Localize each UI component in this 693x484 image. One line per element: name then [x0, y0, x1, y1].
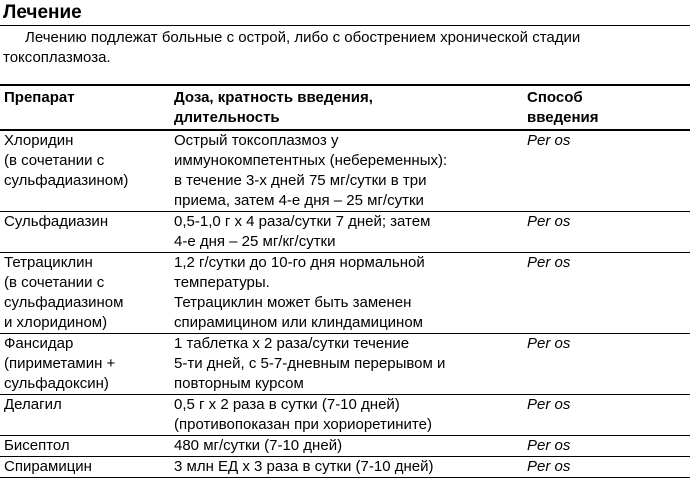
- intro-line: токсоплазмоза.: [3, 49, 111, 66]
- table-row: [0, 457, 690, 478]
- dose-text: 5-ти дней, с 5-7-дневным перерывом и: [174, 355, 446, 372]
- drug-text: (пириметамин +: [4, 355, 116, 372]
- drug-text: сульфадиазином: [4, 294, 124, 311]
- title-divider: [0, 25, 690, 26]
- table-row: [0, 130, 690, 212]
- dose-text: (противопоказан при хориоретините): [174, 416, 432, 433]
- dose-text: Острый токсоплазмоз у: [174, 132, 339, 149]
- dose-cell: [170, 212, 523, 253]
- header-dose: [170, 85, 523, 130]
- section-title: Лечение: [3, 2, 82, 23]
- drug-text: Делагил: [4, 396, 62, 413]
- dose-text: Тетрациклин может быть заменен: [174, 294, 412, 311]
- dose-text: 0,5 г х 2 раза в сутки (7-10 дней): [174, 396, 400, 413]
- route-cell: [523, 436, 690, 457]
- route-text: Per os: [527, 396, 571, 413]
- table-row: [0, 334, 690, 395]
- drug-text: сульфадиазином): [4, 172, 129, 189]
- drug-cell: [0, 212, 170, 253]
- table-row: [0, 253, 690, 334]
- route-cell: [523, 212, 690, 253]
- drug-cell: [0, 253, 170, 334]
- dose-text: 0,5-1,0 г х 4 раза/сутки 7 дней; затем: [174, 213, 431, 230]
- header-drug: [0, 85, 170, 130]
- drug-cell: [0, 130, 170, 212]
- route-cell: [523, 130, 690, 212]
- drug-text: Хлоридин: [4, 132, 74, 149]
- dose-text: температуры.: [174, 274, 270, 291]
- header-route-text: введения: [527, 109, 599, 126]
- dose-text: 1 таблетка х 2 раза/сутки течение: [174, 335, 410, 352]
- dose-text: повторным курсом: [174, 375, 304, 392]
- header-drug-text: Препарат: [4, 89, 75, 106]
- drug-text: (в сочетании с: [4, 152, 105, 169]
- route-text: Per os: [527, 213, 571, 230]
- header-row: [0, 85, 690, 130]
- drug-text: Сульфадиазин: [4, 213, 109, 230]
- route-text: Per os: [527, 132, 571, 149]
- drug-cell: [0, 457, 170, 478]
- drug-text: (в сочетании с: [4, 274, 105, 291]
- drug-cell: [0, 334, 170, 395]
- table-row: [0, 436, 690, 457]
- route-cell: [523, 253, 690, 334]
- dose-cell: [170, 334, 523, 395]
- dose-text: 480 мг/сутки (7-10 дней): [174, 437, 343, 454]
- dose-cell: [170, 457, 523, 478]
- dose-cell: [170, 436, 523, 457]
- route-cell: [523, 334, 690, 395]
- dose-cell: [170, 130, 523, 212]
- drug-text: Тетрациклин: [4, 254, 93, 271]
- table-row: [0, 395, 690, 436]
- table-header: [0, 85, 690, 130]
- header-dose-text: Доза, кратность введения,: [174, 89, 373, 106]
- drug-cell: [0, 395, 170, 436]
- dose-cell: [170, 253, 523, 334]
- header-route: [523, 85, 690, 130]
- drug-cell: [0, 436, 170, 457]
- table-row: [0, 212, 690, 253]
- header-route-text: Способ: [527, 89, 583, 106]
- dose-text: иммунокомпетентных (небеременных):: [174, 152, 448, 169]
- dose-text: в течение 3-х дней 75 мг/сутки в три: [174, 172, 427, 189]
- dose-cell: [170, 395, 523, 436]
- route-cell: [523, 457, 690, 478]
- route-text: Per os: [527, 458, 571, 475]
- drug-text: Фансидар: [4, 335, 74, 352]
- dose-text: 1,2 г/сутки до 10-го дня нормальной: [174, 254, 425, 271]
- dose-text: приема, затем 4-е дня – 25 мг/сутки: [174, 192, 424, 209]
- intro-paragraph: [3, 28, 691, 68]
- dose-text: спирамицином или клиндамицином: [174, 314, 423, 331]
- intro-line: Лечению подлежат больные с острой, либо с обострением хронической стадии: [25, 29, 581, 46]
- drug-text: Бисептол: [4, 437, 70, 454]
- drug-text: и хлоридином): [4, 314, 108, 331]
- header-dose-text: длительность: [174, 109, 280, 126]
- route-text: Per os: [527, 335, 571, 352]
- drug-text: Спирамицин: [4, 458, 92, 475]
- route-text: Per os: [527, 254, 571, 271]
- treatment-table: [0, 84, 690, 478]
- dose-text: 3 млн ЕД х 3 раза в сутки (7-10 дней): [174, 458, 434, 475]
- route-cell: [523, 395, 690, 436]
- drug-text: сульфадоксин): [4, 375, 109, 392]
- dose-text: 4-е дня – 25 мг/кг/сутки: [174, 233, 336, 250]
- route-text: Per os: [527, 437, 571, 454]
- table-body: [0, 130, 690, 478]
